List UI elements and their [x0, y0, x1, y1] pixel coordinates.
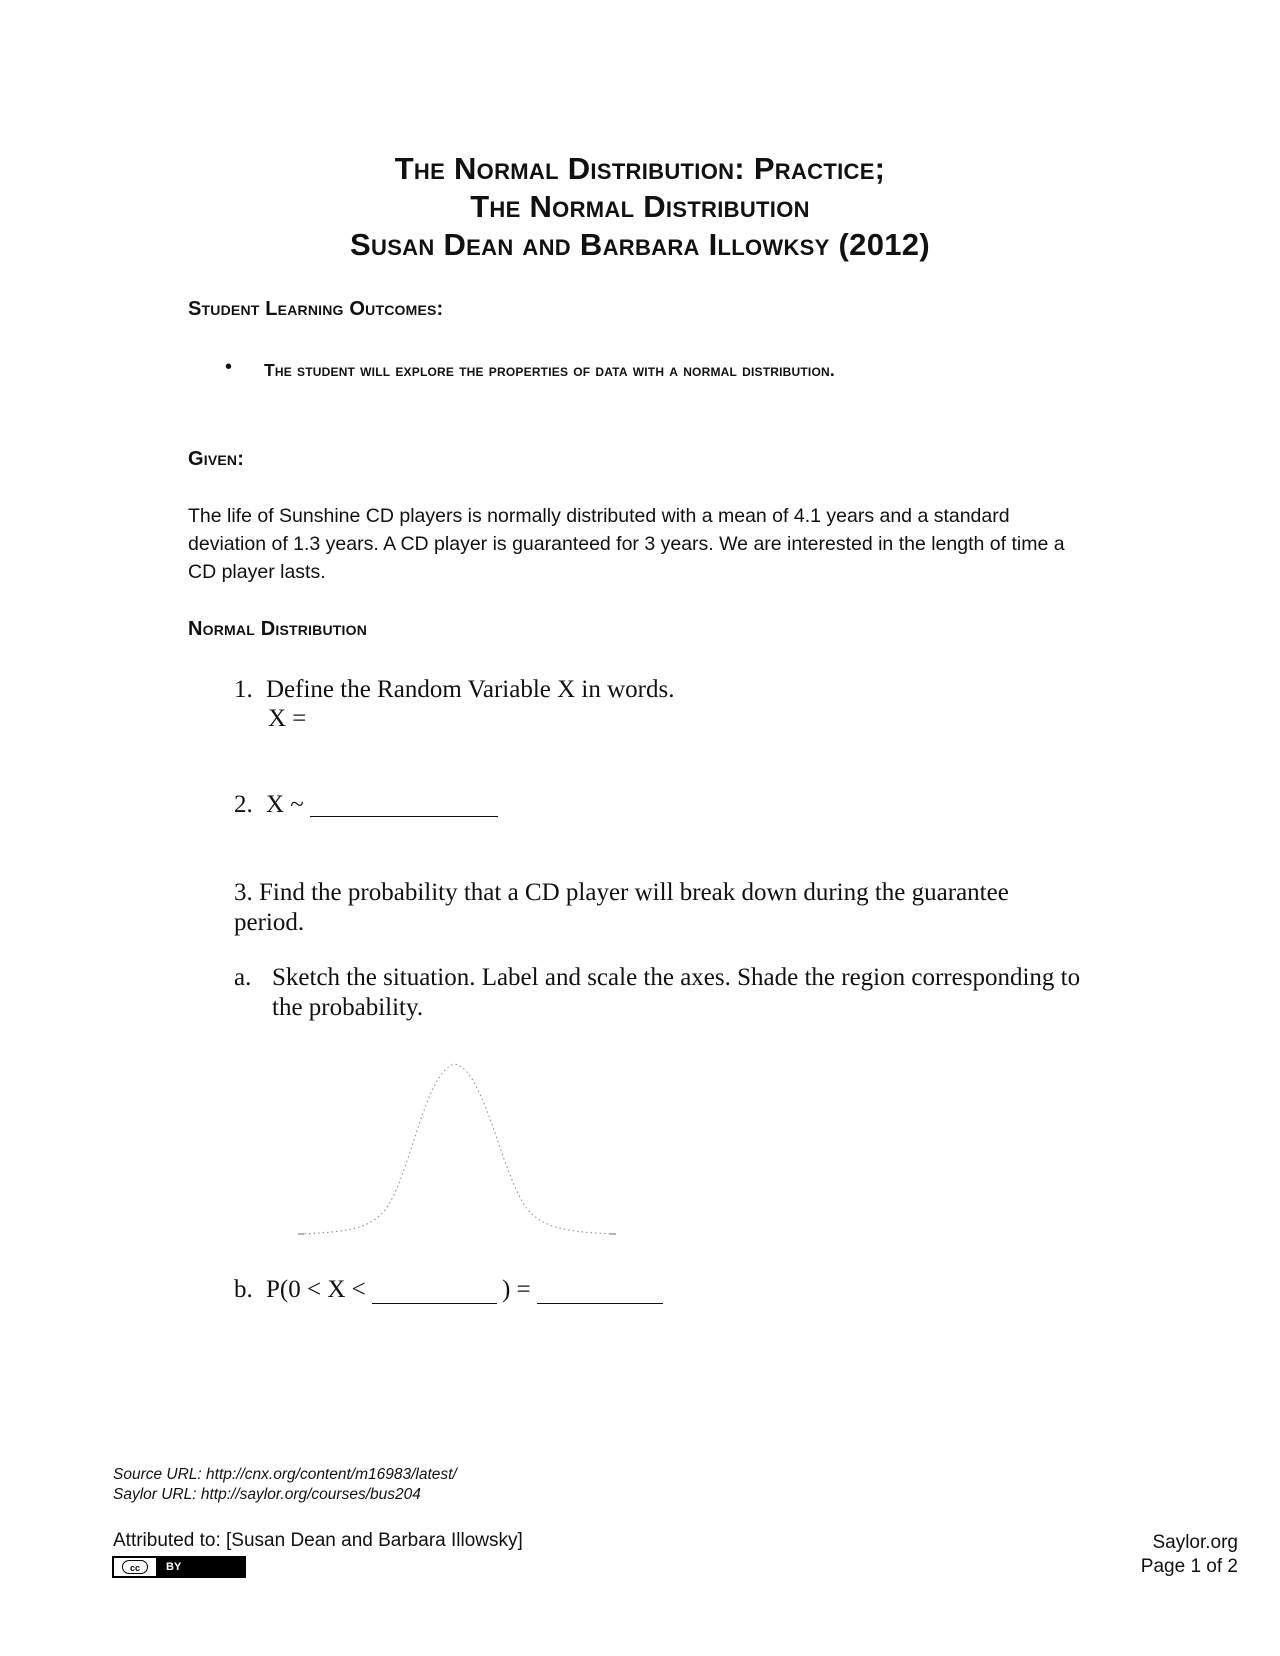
- normal-curve-sketch: [290, 1050, 630, 1240]
- outcome-item: The student will explore the properties of data with a normal distribution.: [264, 360, 835, 380]
- q3-number: 3.: [234, 879, 253, 906]
- attribution: Attributed to: [Susan Dean and Barbara Illowsky]: [113, 1530, 523, 1551]
- part-b-prefix: P(0 < X <: [266, 1276, 366, 1303]
- q2-answer-blank[interactable]: [310, 794, 498, 817]
- title-line-3: Susan Dean and Barbara Illowksy (2012): [350, 227, 930, 262]
- given-paragraph: The life of Sunshine CD players is normally distributed with a mean of 4.1 years and a standard deviation of 1.3 years. A CD player is guaranteed for 3 years. We are interested in the length of time a CD player lasts.: [188, 505, 1065, 583]
- q3-text-block: [234, 878, 1034, 938]
- page-number: Page 1 of 2: [1140, 1556, 1238, 1577]
- q1-number: 1.: [234, 676, 253, 703]
- creative-commons-icon: cc: [122, 1560, 148, 1574]
- outcomes-heading: Student Learning Outcomes:: [188, 298, 444, 320]
- title-line-1: The Normal Distribution: Practice;: [394, 151, 886, 186]
- q2-number: 2.: [234, 791, 253, 818]
- cc-icon-box: [114, 1558, 158, 1576]
- saylor-url: Saylor URL: http://saylor.org/courses/bus204: [113, 1486, 421, 1503]
- part-b-label: b.: [234, 1276, 253, 1303]
- part-a-label: a.: [234, 964, 252, 991]
- title-line-2: The Normal Distribution: [470, 189, 810, 224]
- q3-text: Find the probability that a CD player will break down during the guarantee period.: [234, 879, 1009, 936]
- given-heading: Given:: [188, 448, 245, 470]
- part-a-text: Sketch the situation. Label and scale the axes. Shade the region corresponding to the probability.: [272, 964, 1081, 1021]
- cc-by-label: BY: [166, 1561, 182, 1573]
- normal-curve-path: [300, 1064, 615, 1234]
- part-b-upper-bound-blank[interactable]: [372, 1281, 497, 1304]
- saylor-site: Saylor.org: [1152, 1532, 1238, 1553]
- source-url: Source URL: http://cnx.org/content/m16983/latest/: [113, 1466, 457, 1483]
- part-b-middle: ) =: [502, 1276, 531, 1303]
- part-b-probability-blank[interactable]: [537, 1281, 663, 1304]
- q1-answer-label: X =: [268, 705, 307, 732]
- normal-distribution-heading: Normal Distribution: [188, 618, 368, 640]
- cc-by-license-badge: [112, 1556, 246, 1578]
- bullet-icon: •: [225, 356, 233, 378]
- q1-text: Define the Random Variable X in words.: [266, 676, 675, 703]
- q2-prefix: X ~: [266, 791, 304, 818]
